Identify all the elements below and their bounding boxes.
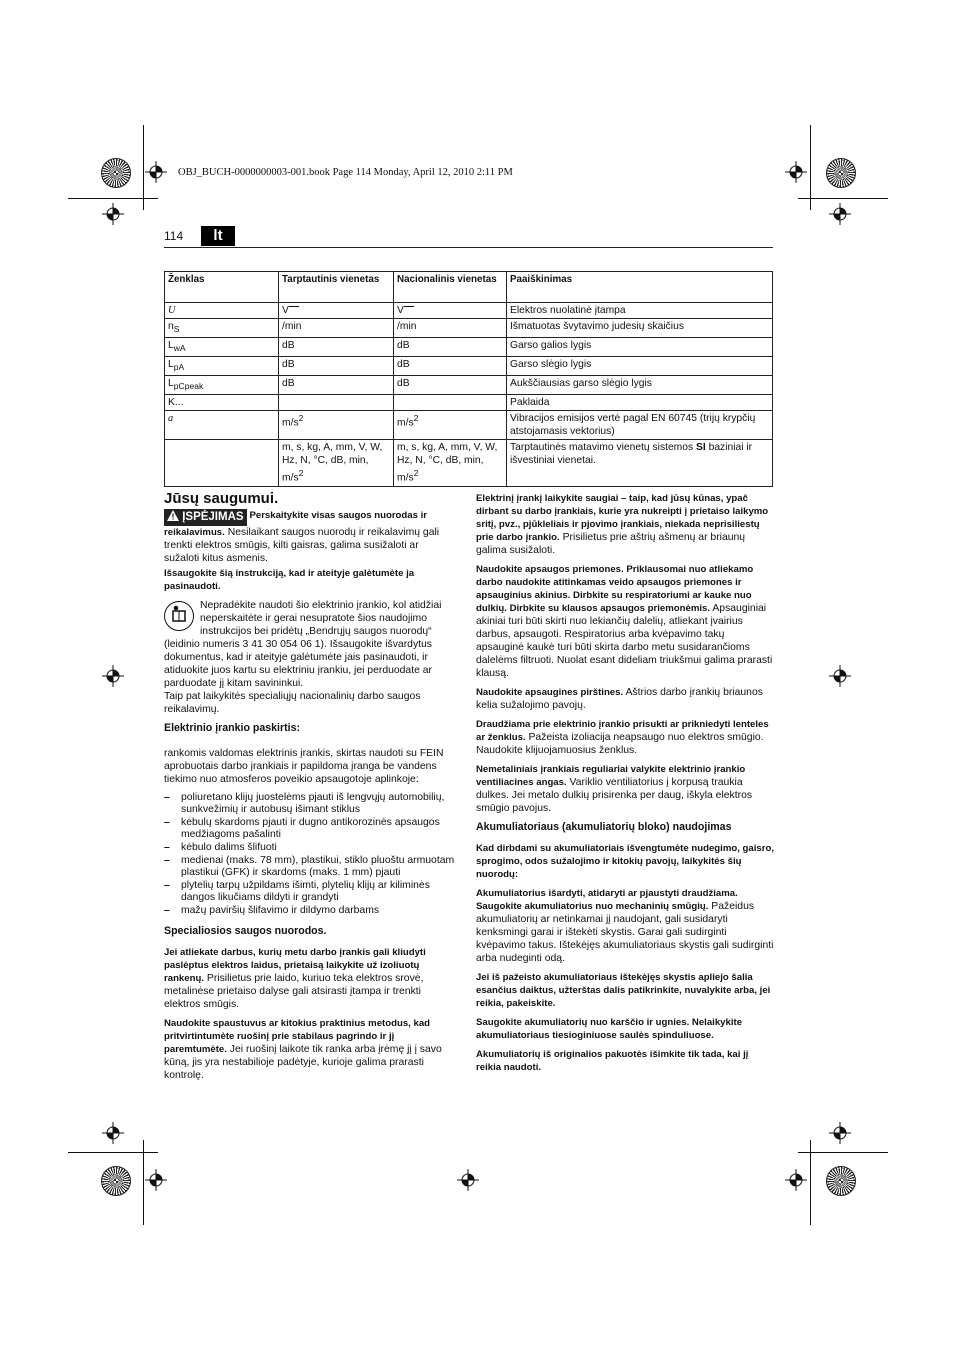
crosshair-mark-icon (102, 203, 124, 225)
symbol-cell (165, 440, 279, 486)
battery-paragraph: Akumuliatorių iš originalios pakuotės išimkite tik tada, kai jį reikia naudoti. (476, 1049, 749, 1073)
page-number: 114 (164, 229, 184, 243)
intl-unit-cell (279, 395, 394, 411)
national-unit-cell: m, s, kg, A, mm, V, W, Hz, N, °C, dB, min, $m/s^2$ (394, 440, 507, 486)
battery-paragraph: Akumuliatorius išardyti, atidaryti ar pjaustyti draudžiama. Saugokite akumuliatorius nuo mechaninių smūgių. Pažeidus akumuliatorių ar netinkamai jį naudojant, gali susidaryti kenksmingi garai ir ištekėti skystis. Garai gali sudirginti kvėpavimo takus. Ištekėjęs akumuliatoriaus skystis gali sudirginti arba nudeginti odą. (476, 888, 774, 964)
manual-paragraph: Nepradėkite naudoti šio elektrinio įrankio, kol atidžiai neperskaitėte ir gerai nesupratote šios naudojimo instrukcijos bei pridėtų „Bendrųjų saugos nuorodų“ (leidinio numeris 3 41 30 054 06 1). Išsaugokite išvardytus dokumentus, kad ir ateityje galėtumėte jais pasinaudoti, ir atiduokite juos kartu su elektriniu įrankiu, jei perduodate ar parduodate jį kitam savininkui. (164, 600, 442, 689)
vent-paragraph: Nemetaliniais įrankiais reguliariai valykite elektrinio įrankio ventiliacines angas. Variklio ventiliatorius į korpusą traukia dulkes. Jei metalo dulkių prisirenka per daug, iškyla elektros smūgio pavojus. (476, 764, 753, 814)
crosshair-mark-icon (145, 1169, 167, 1191)
book-info-line: OBJ_BUCH-0000000003-001.book Page 114 Monday, April 12, 2010 2:11 PM (178, 167, 513, 178)
explanation-cell: Aukščiausias garso slėgio lygis (507, 376, 773, 395)
registration-rosette-icon (101, 158, 131, 188)
left-column (164, 492, 456, 1088)
explanation-cell: Garso galios lygis (507, 338, 773, 357)
explanation-cell: Paklaida (507, 395, 773, 411)
symbol-cell: $n_S$ (165, 319, 279, 338)
table-header: Ženklas (165, 272, 279, 303)
warning-triangle-icon (167, 510, 179, 521)
protect-paragraph: Naudokite apsaugos priemones. Priklausomai nuo atliekamo darbo naudokite atitinkamas veido apsaugos priemones ir apsauginius akinius. Dirbkite su respiratoriumi ar kauke nuo dulkių. Dirbkite su klausos apsaugos priemonėmis. Apsauginiai akiniai turi būti skirti nuo lekiančių dalelių, atliekant įvairius darbus, apsaugoti. Respiratorius arba kvėpavimo takų apsauginė kaukė turi būti skirta darbo metu susidarančioms dalelėms filtruoti. Nuolat esant dideliam triukšmui galima prarasti klausą. (476, 564, 773, 679)
intl-unit-cell: /min (279, 319, 394, 338)
intl-unit-cell: $m/s^2$ (279, 411, 394, 440)
list-item: – poliuretano klijų juostelėms pjauti iš lengvųjų automobilių, sunkvežimių ir autobusų išimant stiklus (164, 792, 456, 816)
right-column (476, 492, 774, 1080)
gloves-paragraph: Naudokite apsaugines pirštines. Aštrios darbo įrankių briaunos kelia sužalojimo pavojų. (476, 687, 763, 711)
crosshair-mark-icon (145, 161, 167, 183)
national-unit-cell: V (394, 303, 507, 319)
hold-paragraph: Elektrinį įrankį laikykite saugiai – taip, kad jūsų kūnas, ypač dirbant su darbo įrankiais, kurie yra nukreipti į prietaiso laikymo sritį, pvz., pjūkleliais ir pjovimo įrankiais, niekada neprisiliestų prie darbo įrankio. Prisilietus prie aštrių ašmenų ar briaunų galima susižaloti. (476, 493, 769, 556)
registration-rosette-icon (101, 1166, 131, 1196)
save-instruction: Išsaugokite šią instrukciją, kad ir ateityje galėtumėte ja pasinaudoti. (164, 568, 415, 592)
registration-rosette-icon (826, 158, 856, 188)
explanation-cell: Garso slėgio lygis (507, 357, 773, 376)
table-row (165, 303, 773, 319)
crosshair-mark-icon (102, 665, 124, 687)
list-item: – kėbulo dalims šlifuoti (164, 842, 456, 854)
warning-badge: ĮSPĖJIMAS (164, 509, 247, 526)
special-safety-heading: Specialiosios saugos nuorodos. (164, 925, 327, 937)
table-header: Paaiškinimas (507, 272, 773, 303)
crosshair-mark-icon (457, 1169, 479, 1191)
battery-paragraph: Saugokite akumuliatorių nuo karščio ir ugnies. Nelaikykite akumuliatoriaus tiesioginiuose saulės spinduliuose. (476, 1017, 743, 1041)
table-header: Nacionalinis vienetas (394, 272, 507, 303)
symbol-cell: a (165, 411, 279, 440)
symbol-cell: $L_{pA}$ (165, 357, 279, 376)
battery-intro: Kad dirbdami su akumuliatoriais išvengtumėte nudegimo, gaisro, sprogimo, odos sužalojimo ir kitokių pavojų, laikykitės šių nuorodų: (476, 843, 775, 880)
wires-paragraph: Jei atliekate darbus, kurių metu darbo įrankis gali kliudyti paslėptus elektros laidus, prietaisą laikykite už izoliuotų rankenų. Prisilietus prie laido, kuriuo teka elektros srovė, metalinėse prietaiso dalyse gali atsirasti įtampa ir trenkti elektros smūgis. (164, 947, 426, 1010)
crosshair-mark-icon (829, 203, 851, 225)
explanation-cell: Tarptautinės matavimo vienetų sistemos SI baziniai ir išvestiniai vienetai. (507, 440, 773, 486)
purpose-paragraph: rankomis valdomas elektrinis įrankis, skirtas naudoti su FEIN aprobuotais darbo įrankiais ir papildoma įranga be vandens tiekimo nuo atmosferos poveikio apsaugotoje aplinkoje: (164, 748, 444, 785)
table-row (165, 319, 773, 338)
list-item: – mažų paviršių šlifavimo ir dildymo darbams (164, 905, 456, 917)
symbol-cell: K... (165, 395, 279, 411)
crosshair-mark-icon (785, 161, 807, 183)
list-item: – kėbulų skardoms pjauti ir dugno antikorozinės apsaugos medžiagoms pašalinti (164, 817, 456, 841)
table-row (165, 395, 773, 411)
crosshair-mark-icon (785, 1169, 807, 1191)
intl-unit-cell: dB (279, 376, 394, 395)
crosshair-mark-icon (102, 1122, 124, 1144)
battery-heading: Akumuliatoriaus (akumuliatorių bloko) naudojimas (476, 821, 732, 833)
national-unit-cell (394, 395, 507, 411)
national-unit-cell: /min (394, 319, 507, 338)
table-row (165, 338, 773, 357)
crosshair-mark-icon (829, 1122, 851, 1144)
battery-paragraph: Jei iš pažeisto akumuliatoriaus ištekėjęs skystis apliejo šalia esančius daiktus, užterštas dalis patikrinkite, nuvalykite arba, jei reikia, pakeiskite. (476, 972, 771, 1009)
symbol-cell: $L_{pCpeak}$ (165, 376, 279, 395)
intl-unit-cell: dB (279, 357, 394, 376)
warning-paragraph: ĮSPĖJIMAS Perskaitykite visas saugos nuorodas ir reikalavimus. Nesilaikant saugos nuorodų ir reikalavimų gali trenkti elektros smūgis, kilti gaisras, galima susižaloti ar sužaloti kitus asmenis. (164, 510, 440, 564)
direct-current-icon (289, 306, 299, 312)
purpose-heading: Elektrinio įrankio paskirtis: (164, 722, 300, 734)
national-unit-cell: dB (394, 376, 507, 395)
intl-unit-cell: m, s, kg, A, mm, V, W, Hz, N, °C, dB, min, $m/s^2$ (279, 440, 394, 486)
direct-current-icon (404, 306, 414, 312)
table-header: Tarptautinis vienetas (279, 272, 394, 303)
registration-rosette-icon (826, 1166, 856, 1196)
intl-unit-cell: dB (279, 338, 394, 357)
header-rule (164, 247, 773, 248)
national-unit-cell: dB (394, 338, 507, 357)
language-badge: lt (201, 226, 235, 246)
table-row (165, 440, 773, 486)
national-unit-cell: $m/s^2$ (394, 411, 507, 440)
table-row (165, 411, 773, 440)
symbols-table (164, 271, 773, 487)
table-row (165, 376, 773, 395)
plate-paragraph: Draudžiama prie elektrinio įrankio prisukti ar prikniedyti lenteles ar ženklus. Pažeista izoliacija neapsaugo nuo elektros smūgio. Naudokite klijuojamuosius ženklus. (476, 719, 769, 756)
intl-unit-cell: V (279, 303, 394, 319)
list-item: – plytelių tarpų užpildams išimti, plytelių klijų ar kiliminės dangos likučiams dildyti ir grandyti (164, 880, 456, 904)
national-paragraph: Taip pat laikykitės specialiųjų nacionalinių darbo saugos reikalavimų. (164, 691, 421, 715)
list-item: – medienai (maks. 78 mm), plastikui, stiklo pluoštu armuotam plastikui (GFK) ir skardoms (maks. 1 mm) pjauti (164, 855, 456, 879)
symbol-cell: U (165, 303, 279, 319)
explanation-cell: Elektros nuolatinė įtampa (507, 303, 773, 319)
section-title: Jūsų saugumui. (164, 490, 279, 507)
crosshair-mark-icon (829, 665, 851, 687)
table-header-row (165, 272, 773, 303)
explanation-cell: Vibracijos emisijos vertė pagal EN 60745 (trijų krypčių atstojamasis vektorius) (507, 411, 773, 440)
clamp-paragraph: Naudokite spaustuvus ar kitokius praktinius metodus, kad pritvirtintumėte ruošinį prie stabilaus pagrindo ir jį paremtumėte. Jei ruošinį laikote tik ranka arba įrėmę jį į savo kūną, jis yra nestabilioje padėtyje, kurioje galima prarasti kontrolę. (164, 1018, 442, 1081)
table-row (165, 357, 773, 376)
symbol-cell: $L_{wA}$ (165, 338, 279, 357)
national-unit-cell: dB (394, 357, 507, 376)
read-manual-icon (164, 601, 194, 631)
explanation-cell: Išmatuotas švytavimo judesių skaičius (507, 319, 773, 338)
uses-list (164, 792, 456, 917)
